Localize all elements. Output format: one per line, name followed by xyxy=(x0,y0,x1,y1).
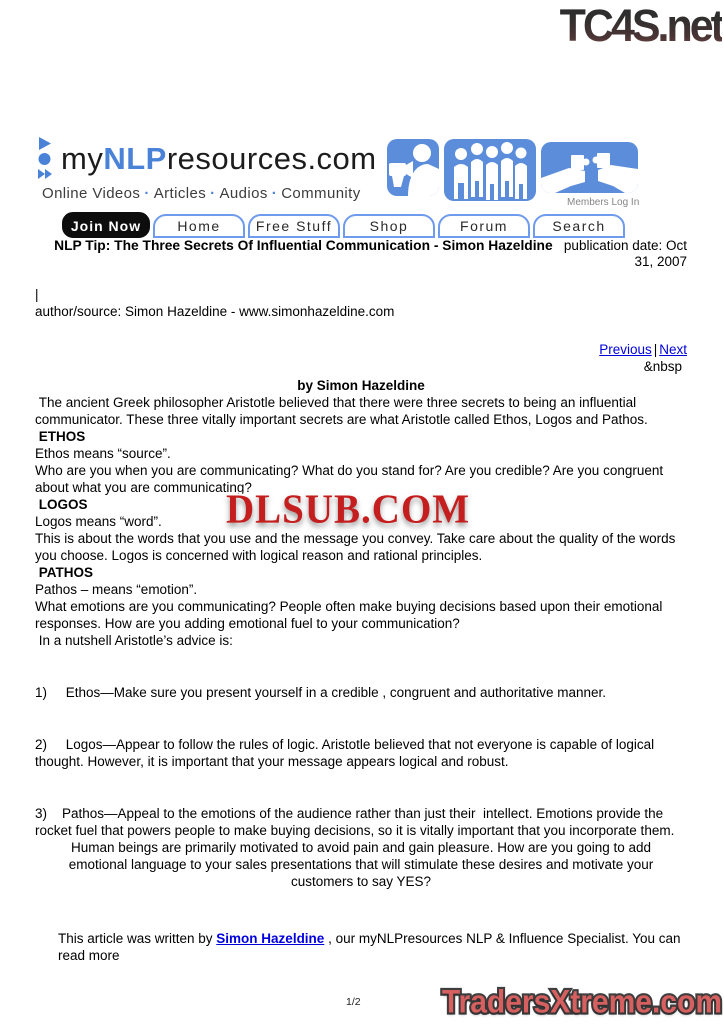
paragraph: 2) Logos—Appear to follow the rules of logic. Aristotle believed that not everyone is capable of logical thought. However, it is important that your message appears logical and robust. xyxy=(35,737,658,769)
paragraph: Human beings are primarily motivated to avoid pain and gain pleasure. How are you going to add emotional language to your sales presentations that will stimulate these desires and motivate your customers to say YES? xyxy=(68,840,658,889)
footer-pre: This article was written by xyxy=(58,931,217,946)
tagline-part: Online Videos xyxy=(42,185,141,202)
tagline-separator: · xyxy=(271,185,278,202)
footer-post: , our myNLPresources NLP & Influence Specialist. You can read more xyxy=(58,931,681,963)
paragraph: This is about the words that you use and the message you convey. Take care about the quality of the words you choose. Logos is concerned with logical reason and rational principles. xyxy=(35,531,680,563)
author-source-line: author/source: Simon Hazeldine - www.simonhazeldine.com xyxy=(35,304,395,319)
tab-shop[interactable]: Shop xyxy=(343,214,435,238)
logo-my: my xyxy=(61,141,104,176)
paragraph: 3) Pathos—Appeal to the emotions of the audience rather than just their intellect. Emotions provide the rocket fuel that powers people to make buying decisions, so it is vitally important that you incorporate them. xyxy=(35,806,675,838)
logo-resources: resources.com xyxy=(166,141,377,176)
tagline xyxy=(42,185,377,202)
tagline-part: Community xyxy=(281,185,361,202)
article xyxy=(35,238,691,964)
link-separator: | xyxy=(653,342,658,357)
paragraph: 1) Ethos—Make sure you present yourself in a credible , congruent and authoritative manner. xyxy=(35,685,607,700)
paragraph: ETHOS xyxy=(35,429,86,444)
publication-date: publication date: Oct 31, 2007 xyxy=(552,238,691,269)
header-tiles xyxy=(387,139,638,201)
logo-text xyxy=(61,141,377,177)
simon-hazeldine-link[interactable]: Simon Hazeldine xyxy=(216,931,325,946)
tagline-separator: · xyxy=(144,185,150,202)
tagline-separator: · xyxy=(210,185,216,202)
footer-sentence xyxy=(35,930,687,964)
paragraph: Logos means “word”. xyxy=(35,514,162,529)
paragraph: LOGOS xyxy=(35,497,88,512)
tc4s-watermark: TC4S.net xyxy=(559,1,722,52)
next-link[interactable]: Next xyxy=(659,342,687,357)
tab-search[interactable]: Search xyxy=(533,214,625,238)
site-logo[interactable] xyxy=(36,136,377,202)
pipe-separator: | xyxy=(35,287,39,302)
pager-links xyxy=(35,341,687,375)
paragraph: In a nutshell Aristotle’s advice is: xyxy=(35,633,233,648)
article-body xyxy=(35,394,687,890)
media-player-icon xyxy=(36,136,58,182)
paragraph: Pathos – means “emotion”. xyxy=(35,582,198,597)
paragraph: Who are you when you are communicating? What do you stand for? Are you credible? Are you congruent about what you are communicating? xyxy=(35,463,667,495)
dlsub-watermark: DLSUB.COM xyxy=(226,486,471,533)
article-title: NLP Tip: The Three Secrets Of Influential Communication - Simon Hazeldine xyxy=(54,238,553,253)
paragraph: PATHOS xyxy=(35,565,94,580)
paragraph: What emotions are you communicating? People often make buying decisions based upon their emotional responses. How are you adding emotional fuel to your communication? xyxy=(35,599,667,631)
nav-bar xyxy=(62,212,628,238)
puzzle-hands-tile[interactable] xyxy=(541,142,638,193)
tagline-part: Articles xyxy=(153,185,207,202)
tab-home[interactable]: Home xyxy=(153,214,245,238)
tab-free-stuff[interactable]: Free Stuff xyxy=(248,214,340,238)
paragraph: Ethos means “source”. xyxy=(35,446,171,461)
nav-tabs xyxy=(153,214,628,238)
tradersxtreme-watermark: TradersXtreme.com xyxy=(441,984,722,1020)
members-login-link[interactable]: Members Log In xyxy=(567,197,640,208)
nbsp-text: &nbsp xyxy=(643,359,682,374)
previous-link[interactable]: Previous xyxy=(599,342,652,357)
page-indicator: 1/2 xyxy=(346,996,361,1008)
paragraph: The ancient Greek philosopher Aristotle believed that there were three secrets to being an influential communicator. These three vitally important secrets are what Aristotle called Ethos, Logos and Pathos. xyxy=(35,395,648,427)
tagline-part: Audios xyxy=(219,185,268,202)
article-title-row xyxy=(35,238,691,270)
video-person-tile[interactable] xyxy=(387,139,439,196)
tab-forum[interactable]: Forum xyxy=(438,214,530,238)
join-now-button[interactable]: Join Now xyxy=(62,212,150,238)
logo-nlp: NLP xyxy=(103,141,167,176)
byline: by Simon Hazeldine xyxy=(297,378,425,393)
community-people-tile[interactable] xyxy=(444,139,536,201)
